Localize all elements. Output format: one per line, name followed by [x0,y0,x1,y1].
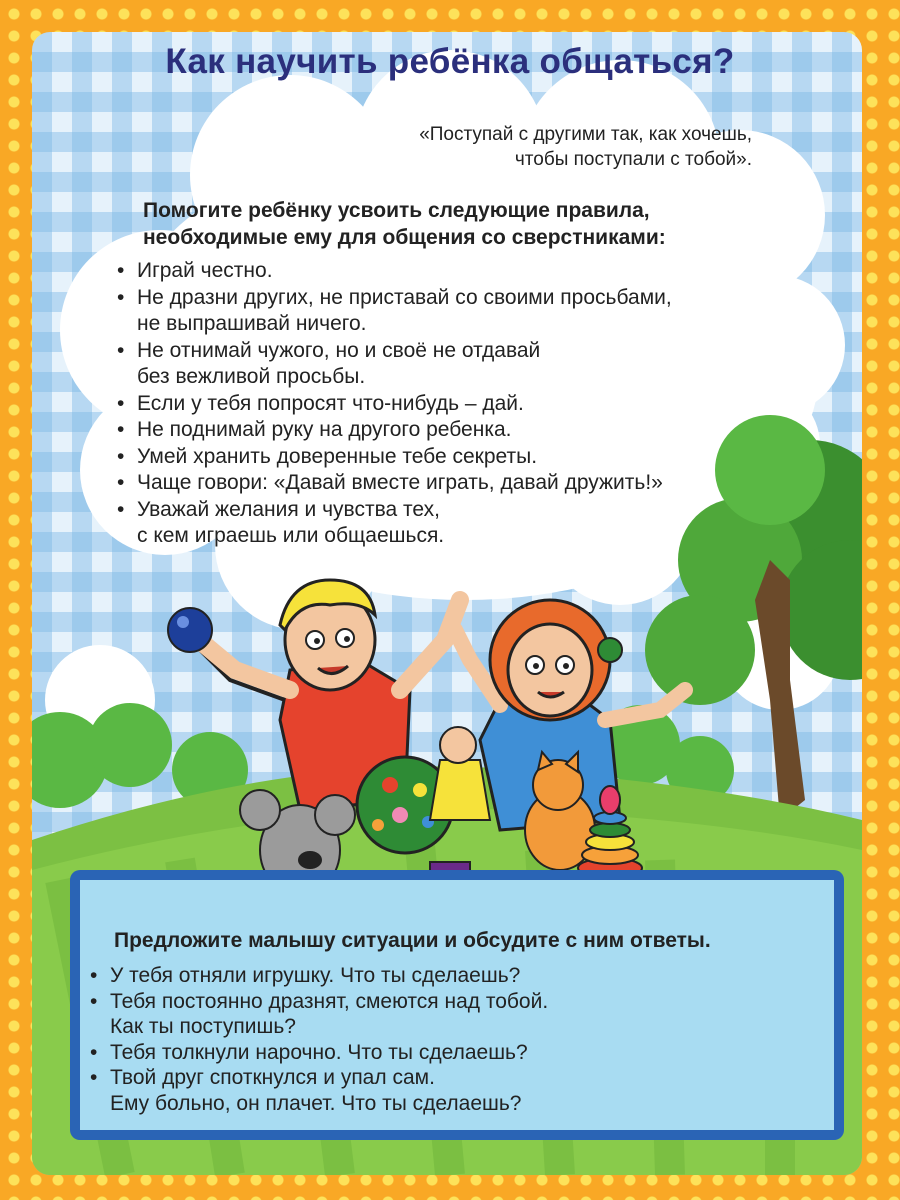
rule-item [117,444,672,471]
rule-line: без вежливой просьбы. [137,365,366,388]
rule-line: с кем играешь или общаешься. [137,524,445,547]
rule-item [117,391,672,418]
situations-list [90,963,548,1116]
rule-line: • Умей хранить доверенные тебе секреты. [137,444,538,468]
situation-line: Как ты поступишь? [110,1015,296,1038]
situations-inner [80,880,834,1130]
epigraph-quote [419,122,752,172]
rule-item [117,417,672,444]
rule-line: не выпрашивай ничего. [137,312,367,335]
rule-line: • Не поднимай руку на другого ребенка. [137,418,512,441]
epigraph-line: «Поступай с другими так, как хочешь, [419,124,752,145]
epigraph-line: чтобы поступали с тобой». [514,149,752,170]
rule-item [117,258,672,285]
rule-line: • Если у тебя попросят что-нибудь – дай. [137,391,524,415]
situation-item [90,1065,548,1116]
rule-item [117,338,672,391]
rule-line: • Чаще говори: «Давай вместе играть, давай дружить!» [137,471,663,494]
situation-line: • У тебя отняли игрушку. Что ты сделаешь? [110,964,521,987]
rule-line: • Уважай желания и чувства тех, [137,497,440,521]
situation-line: • Твой друг споткнулся и упал сам. [110,1066,435,1089]
rules-list [117,258,672,550]
rule-item [117,497,672,550]
situation-line: • Тебя постоянно дразнят, смеются над тобой. [110,989,549,1013]
rule-line: • Не отнимай чужого, но и своё не отдавай [137,338,541,362]
rule-item [117,285,672,338]
page-title: Как научить ребёнка общаться? [165,42,735,81]
rule-item [117,470,672,497]
situations-title: Предложите малышу ситуации и обсудите с ним ответы. [114,929,711,952]
situation-line: Ему больно, он плачет. Что ты сделаешь? [110,1091,522,1115]
rule-line: • Не дразни других, не приставай со своими просьбами, [137,285,672,309]
rule-line: • Играй честно. [137,259,273,282]
situation-line: • Тебя толкнули нарочно. Что ты сделаешь? [110,1040,528,1064]
intro-line: необходимые ему для общения со сверстниками: [143,226,666,249]
situation-item [90,989,548,1040]
situation-item [90,963,548,989]
situation-item [90,1040,548,1066]
situations-box [70,870,844,1140]
intro-line: Помогите ребёнку усвоить следующие правила, [143,199,650,222]
rules-intro [143,197,666,251]
